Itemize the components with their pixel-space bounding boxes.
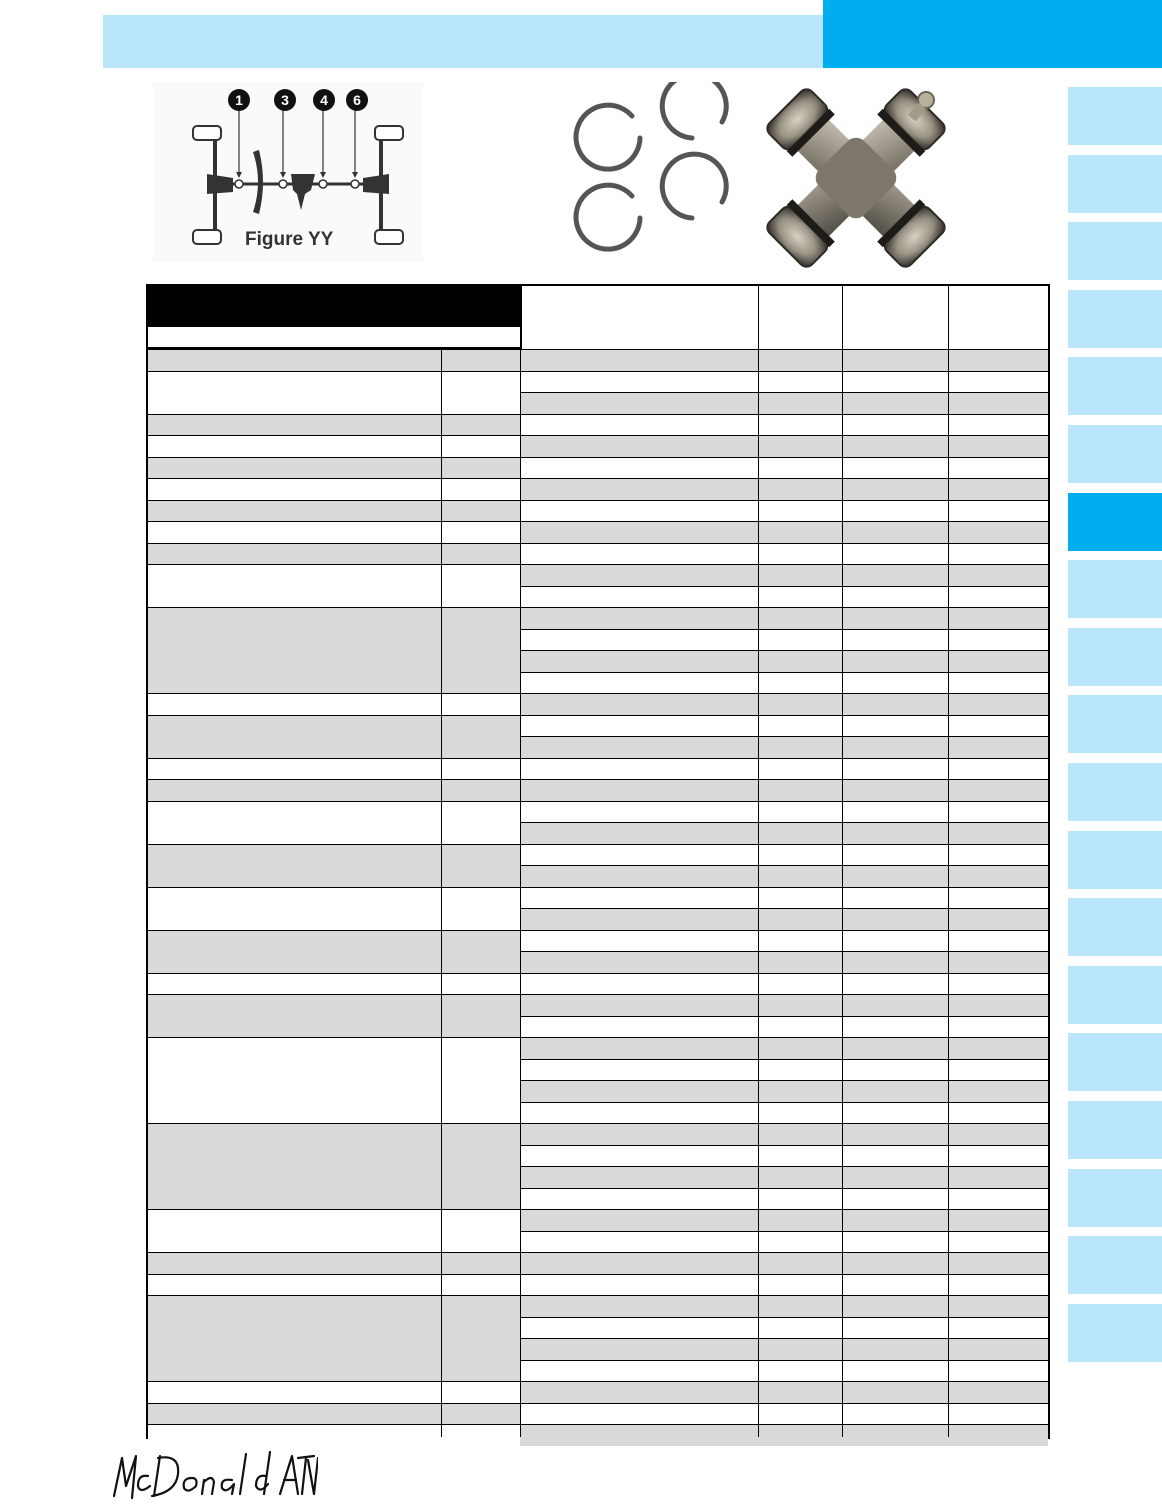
table-cell [148,1403,520,1425]
table-cell [520,1209,1048,1231]
table-cell [148,1252,520,1274]
table-group-rule [148,1381,520,1382]
table-cell [148,1080,520,1102]
side-tab[interactable] [1068,1236,1162,1294]
table-cell [148,1317,520,1339]
table-cell [520,672,1048,694]
header-bar [103,15,823,68]
table-cell [148,564,520,586]
table-cell [520,908,1048,930]
table-cell [520,1188,1048,1210]
table-row-rule [520,973,1048,974]
table-cell [148,521,520,543]
table-cell [520,1381,1048,1403]
table-row-rule [520,392,1048,393]
side-tab[interactable] [1068,763,1162,821]
table-cell [148,1016,520,1038]
table-row-rule [520,930,1048,931]
table-group-rule [148,1424,520,1425]
table-group-rule [148,1123,520,1124]
side-tab[interactable] [1068,1304,1162,1362]
table-row-rule [520,801,1048,802]
table-cell [520,801,1048,823]
table-row-rule [520,1059,1048,1060]
marker-4: 4 [320,92,328,108]
table-cell [148,908,520,930]
table-row-rule [520,371,1048,372]
table-cell [520,1274,1048,1296]
table-group-rule [148,1252,520,1253]
table-cell [148,865,520,887]
table-group-rule [148,371,520,372]
table-group-rule [148,994,520,995]
table-group-rule [148,801,520,802]
table-cell [520,822,1048,844]
table-row-rule [520,500,1048,501]
table-cell [520,779,1048,801]
table-row-rule [520,908,1048,909]
table-cell [520,1166,1048,1188]
table-cell [148,801,520,823]
table-cell [520,564,1048,586]
table-cell [148,1145,520,1167]
table-row-rule [520,1145,1048,1146]
table-cell [148,414,520,436]
table-cell [148,736,520,758]
table-row-rule [520,994,1048,995]
table-row-rule [520,1123,1048,1124]
side-tab[interactable] [1068,357,1162,415]
table-row-rule [520,1080,1048,1081]
table-cell [520,349,1048,371]
table-group-rule [148,973,520,974]
table-row-rule [520,1338,1048,1339]
side-tab[interactable] [1068,222,1162,280]
table-row-rule [520,1166,1048,1167]
table-cell [148,758,520,780]
table-group-rule [148,1209,520,1210]
table-column-rule [441,349,442,1437]
table-cell [148,478,520,500]
table-cell [148,844,520,866]
table-cell [148,779,520,801]
table-cell [520,607,1048,629]
table-cell [520,392,1048,414]
table-row-rule [520,693,1048,694]
table-cell [148,1338,520,1360]
table-cell [148,586,520,608]
table-cell [148,500,520,522]
table-group-rule [148,844,520,845]
side-tab[interactable] [1068,966,1162,1024]
table-row-rule [520,758,1048,759]
table-cell [148,349,520,371]
table-cell [520,758,1048,780]
table-row-rule [520,865,1048,866]
table-header-block [148,286,522,327]
table-cell [148,607,520,629]
marker-3: 3 [281,92,289,108]
table-row-rule [520,1252,1048,1253]
table-cell [520,586,1048,608]
table-group-rule [148,543,520,544]
table-row-rule [520,822,1048,823]
table-row-rule [520,1037,1048,1038]
table-cell [520,1338,1048,1360]
side-tab[interactable] [1068,560,1162,618]
table-column-rule [520,349,521,1437]
table-cell [520,500,1048,522]
table-row-rule [520,478,1048,479]
table-row-rule [520,349,1048,350]
table-cell [520,887,1048,909]
universal-joint-with-retaining-clips-image [560,82,960,277]
table-group-rule [148,930,520,931]
table-cell [148,1209,520,1231]
side-tab[interactable] [1068,1033,1162,1091]
table-row-rule [520,1102,1048,1103]
table-cell [148,715,520,737]
table-cell [520,951,1048,973]
side-tab[interactable] [1068,493,1162,551]
table-cell [520,1016,1048,1038]
table-cell [520,435,1048,457]
table-cell [520,629,1048,651]
table-group-rule [148,715,520,716]
side-tab[interactable] [1068,898,1162,956]
side-tab[interactable] [1068,695,1162,753]
table-group-rule [148,564,520,565]
table-cell [148,1424,520,1446]
table-row-rule [520,607,1048,608]
table-cell [520,1424,1048,1446]
table-cell [148,1102,520,1124]
table-cell [520,478,1048,500]
table-group-rule [148,478,520,479]
figure-caption: Figure YY [245,229,334,250]
table-cell [148,650,520,672]
table-cell [520,1059,1048,1081]
side-tab[interactable] [1068,831,1162,889]
table-cell [148,822,520,844]
table-header-divider [948,286,949,349]
marker-1: 1 [235,92,243,108]
table-cell [520,1102,1048,1124]
table-header-divider [758,286,759,349]
table-header-divider [842,286,843,349]
table-cell [148,693,520,715]
table-column-rule [758,349,759,1437]
table-group-rule [148,1037,520,1038]
table-cell [148,951,520,973]
logo-text: McDonald ATV [108,1446,115,1447]
table-cell [148,435,520,457]
table-group-rule [148,607,520,608]
header-accent-block [823,0,1162,68]
table-group-rule [148,1274,520,1275]
side-tab[interactable] [1068,87,1162,145]
table-row-rule [520,564,1048,565]
table-row-rule [520,672,1048,673]
table-row-rule [520,629,1048,630]
table-row-rule [520,1016,1048,1017]
table-group-rule [148,1403,520,1404]
mcdonald-atv-logo [108,1446,318,1504]
table-cell [520,543,1048,565]
table-group-rule [148,758,520,759]
table-cell [520,844,1048,866]
table-row-rule [520,650,1048,651]
table-row-rule [520,887,1048,888]
table-row-rule [520,1360,1048,1361]
table-cell [148,994,520,1016]
table-row-rule [520,457,1048,458]
table-row-rule [520,543,1048,544]
table-row-rule [520,736,1048,737]
table-row-rule [520,1209,1048,1210]
table-cell [148,371,520,393]
table-cell [520,650,1048,672]
table-cell [148,457,520,479]
table-cell [148,629,520,651]
table-cell [520,715,1048,737]
side-tab[interactable] [1068,1169,1162,1227]
table-row-rule [520,1188,1048,1189]
table-group-rule [148,693,520,694]
table-column-rule [842,349,843,1437]
table-group-rule [148,779,520,780]
table-group-rule [148,500,520,501]
table-row-rule [520,1274,1048,1275]
table-cell [148,1295,520,1317]
table-row-rule [520,951,1048,952]
table-cell [520,973,1048,995]
table-cell [520,1037,1048,1059]
side-tab[interactable] [1068,425,1162,483]
table-row-rule [520,779,1048,780]
table-cell [148,672,520,694]
parts-table [146,284,1050,1439]
table-cell [148,1166,520,1188]
marker-6: 6 [353,92,361,108]
table-cell [520,930,1048,952]
table-cell [520,1317,1048,1339]
drivetrain-figure [153,82,423,262]
table-group-rule [148,457,520,458]
table-row-rule [520,1403,1048,1404]
table-row-rule [520,1231,1048,1232]
table-row-rule [520,586,1048,587]
side-tab[interactable] [1068,1101,1162,1159]
table-cell [520,1360,1048,1382]
table-cell [520,1295,1048,1317]
table-cell [148,887,520,909]
table-cell [520,736,1048,758]
table-row-rule [520,521,1048,522]
table-cell [520,1231,1048,1253]
table-cell [520,371,1048,393]
table-cell [148,1037,520,1059]
table-cell [148,1231,520,1253]
table-cell [520,521,1048,543]
table-group-rule [148,887,520,888]
table-cell [148,1188,520,1210]
table-cell [148,1274,520,1296]
side-tab[interactable] [1068,628,1162,686]
table-cell [520,865,1048,887]
side-tab[interactable] [1068,290,1162,348]
side-tab[interactable] [1068,155,1162,213]
table-cell [520,1403,1048,1425]
table-subheader-cell [148,327,522,349]
table-cell [148,930,520,952]
table-row-rule [520,715,1048,716]
table-cell [148,973,520,995]
table-cell [520,457,1048,479]
table-group-rule [148,521,520,522]
table-cell [148,543,520,565]
table-row-rule [520,1424,1048,1425]
table-cell [520,693,1048,715]
table-cell [520,1123,1048,1145]
table-row-rule [520,1317,1048,1318]
table-group-rule [148,349,520,350]
table-header-divider [520,286,521,349]
table-column-rule [948,349,949,1437]
table-row-rule [520,435,1048,436]
table-group-rule [148,1295,520,1296]
table-cell [520,994,1048,1016]
table-cell [520,1145,1048,1167]
table-cell [148,1059,520,1081]
table-group-rule [148,435,520,436]
table-cell [148,1360,520,1382]
table-cell [520,414,1048,436]
table-cell [148,392,520,414]
table-cell [148,1123,520,1145]
table-row-rule [520,1295,1048,1296]
table-cell [520,1080,1048,1102]
table-row-rule [520,844,1048,845]
table-group-rule [148,414,520,415]
table-cell [520,1252,1048,1274]
table-row-rule [520,414,1048,415]
table-row-rule [520,1381,1048,1382]
table-cell [148,1381,520,1403]
